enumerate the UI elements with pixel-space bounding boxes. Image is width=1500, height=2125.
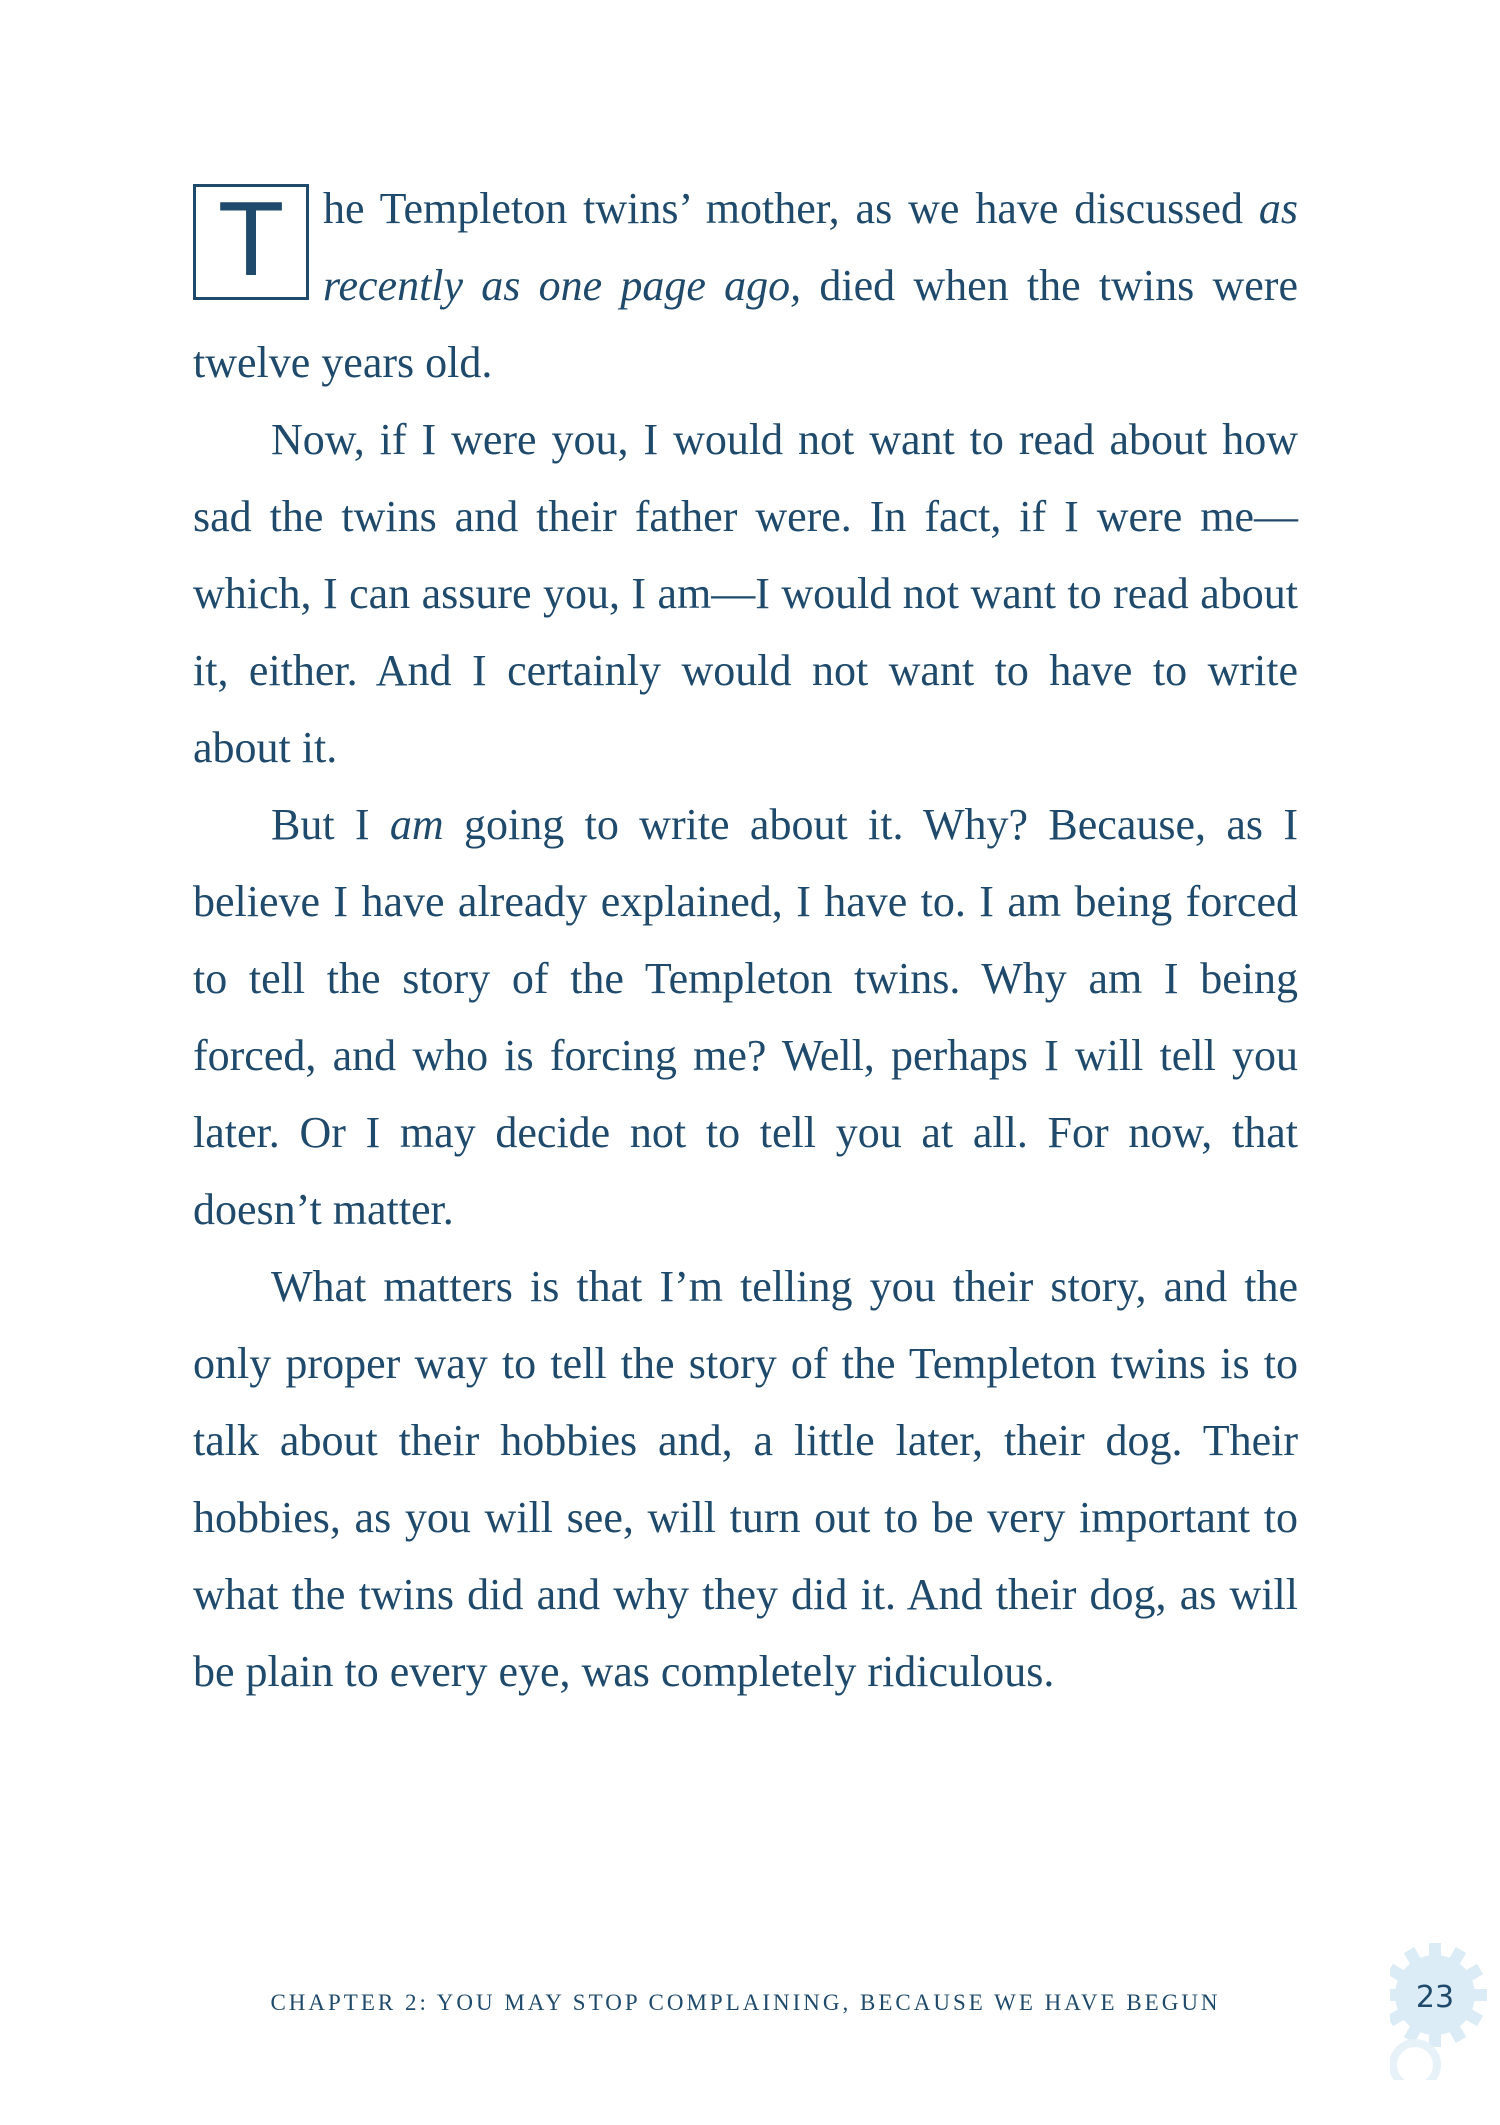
paragraph-1-start: he Templeton twins’ mother, as we have discussed (323, 184, 1259, 233)
paragraph-3 (193, 786, 1298, 1248)
paragraph-2: Now, if I were you, I would not want to read about how sad the twins and their father were. In fact, if I were me—which, I can assure you, I am—I would not want to read about it, either. And I certainly would not want to have to write about it. (193, 415, 1298, 772)
paragraph-1 (193, 170, 1298, 401)
paragraph-3-start: But I (271, 800, 390, 849)
paragraph-3-end: going to write about it. Why? Because, as I believe I have already explained, I have to. I am being forced to tell the story of the Templeton twins. Why am I being forced, and who is forcing me? Well, perhaps I will tell you later. Or I may decide not to tell you at all. For now, that doesn’t matter. (193, 800, 1298, 1234)
drop-cap-box (193, 184, 309, 300)
paragraph-1-end: died when the twins were twelve years old. (193, 261, 1298, 387)
paragraph-1-italic: as recently as one page ago, (323, 184, 1298, 310)
body-text (193, 170, 1298, 1710)
running-footer-title: CHAPTER 2: YOU MAY STOP COMPLAINING, BECAUSE WE HAVE BEGUN (270, 1990, 1221, 2015)
paragraph-3-italic: am (389, 800, 444, 849)
paragraph-4: What matters is that I’m telling you their story, and the only proper way to tell the story of the Templeton twins is to talk about their hobbies and, a little later, their dog. Their hobbies, as you will see, will turn out to be very important to what the twins did and why they did it. And their dog, as will be plain to every eye, was completely ridiculous. (193, 1262, 1298, 1696)
page-number: 23 (1415, 1980, 1455, 2015)
drop-cap-letter: T (220, 182, 282, 299)
